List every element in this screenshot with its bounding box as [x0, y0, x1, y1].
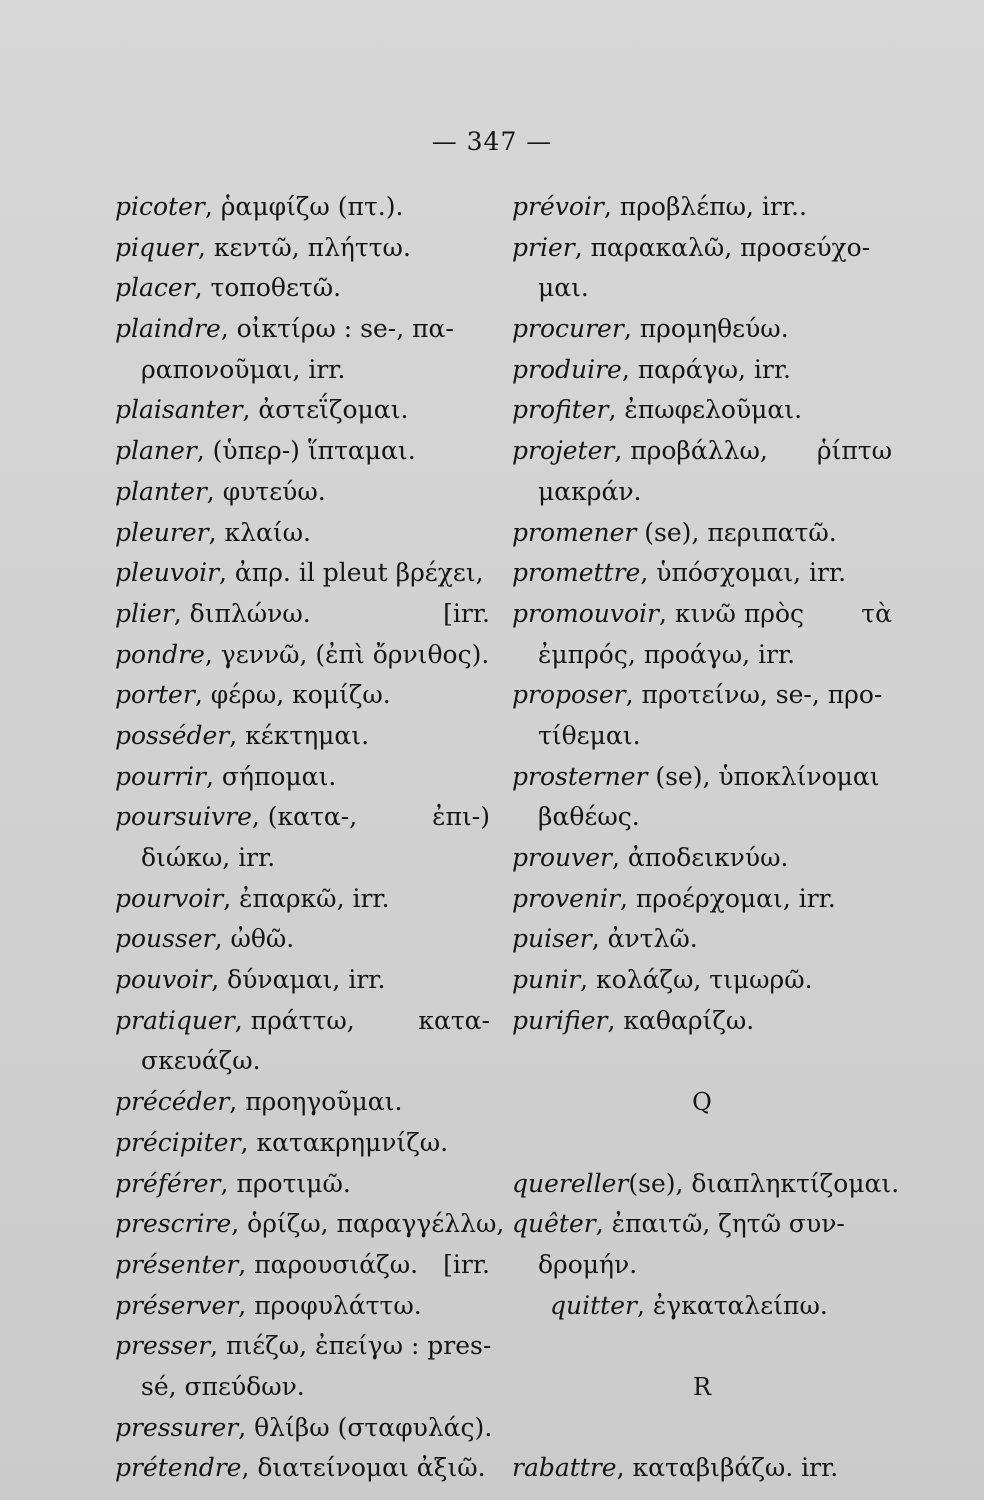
dictionary-entry: [512, 838, 892, 879]
entry-continuation: sé, σπεύδων.: [141, 1371, 305, 1401]
dictionary-entry: [115, 553, 490, 594]
entry-translation: , σήπομαι.: [206, 761, 337, 791]
entry-continuation: τίθεμαι.: [538, 720, 641, 750]
entry-headword: plaindre: [115, 314, 221, 344]
entry-main: [115, 884, 390, 913]
entry-headword: promener: [512, 517, 637, 547]
entry-translation: , ὑπόσχομαι, irr.: [640, 558, 847, 588]
entry-headword: planer: [115, 436, 197, 466]
entry-translation: , κεντῶ, πλήττω.: [197, 232, 411, 262]
entry-main: [115, 1209, 504, 1238]
dictionary-entry: [115, 390, 490, 431]
entry-translation: , ἀπρ. il pleut βρέχει,: [219, 558, 484, 588]
entry-headword: profiter: [512, 395, 609, 425]
dictionary-entry: [115, 1326, 490, 1367]
entry-translation: , διπλώνω.: [173, 598, 311, 628]
entry-main: [115, 436, 416, 465]
entry-headword: projeter: [512, 436, 615, 466]
dictionary-entry: [512, 390, 892, 431]
entry-main: [115, 1331, 491, 1360]
entry-headword: quêter: [512, 1209, 596, 1239]
entry-headword: picoter: [115, 192, 205, 221]
right-column: [512, 187, 900, 1489]
entry-main: [115, 762, 336, 791]
entry-main: [115, 965, 385, 994]
entry-main: [512, 594, 804, 635]
entry-headword: quitter: [550, 1290, 637, 1320]
dictionary-entry: [115, 716, 490, 757]
entry-main: [115, 1453, 486, 1482]
entry-main: [115, 721, 369, 750]
entry-main: [512, 680, 882, 709]
entry-translation: , παράγω, irr.: [621, 354, 791, 384]
dictionary-entry: [115, 268, 490, 309]
dictionary-entry: [512, 1448, 892, 1489]
entry-main: [115, 1001, 355, 1042]
dictionary-entry: [115, 513, 490, 554]
entry-translation: , φυτεύω.: [206, 476, 326, 506]
entry-main: [115, 594, 311, 635]
entry-headword: pousser: [115, 924, 215, 954]
entry-continuation: μακράν.: [538, 476, 642, 506]
entry-continuation: δρομήν.: [538, 1249, 638, 1279]
entry-continuation: βαθέως.: [538, 802, 640, 832]
entry-main: [512, 558, 846, 587]
entry-headword: prosterner: [512, 761, 648, 791]
dictionary-entry: [115, 919, 490, 960]
entry-translation: , παρουσιάζω.: [238, 1249, 419, 1279]
dictionary-entry: [115, 757, 490, 798]
entry-main: [512, 395, 802, 424]
entry-main: [115, 314, 454, 343]
entry-main: [512, 924, 698, 953]
page-number: — 347 —: [431, 127, 553, 156]
entry-right-fragment: [irr.: [443, 598, 490, 628]
entry-headword: plaisanter: [115, 395, 243, 425]
entry-main: [512, 1453, 838, 1482]
dictionary-entry: [512, 350, 892, 391]
entry-headword: pourrir: [115, 761, 207, 791]
entry-translation: , κατακρημνίζω.: [240, 1127, 449, 1157]
entry-main: [115, 477, 326, 506]
entry-translation: , φέρω, κομίζω.: [194, 680, 391, 710]
entry-headword: prouver: [512, 843, 612, 872]
entry-translation: , κινῶ πρὸς: [659, 598, 805, 628]
entry-translation: , κολάζω, τιμωρῶ.: [580, 965, 813, 995]
entry-main: [115, 640, 489, 669]
entry-headword: pouvoir: [115, 965, 212, 995]
entry-right-fragment: κατα-: [418, 1005, 490, 1035]
entry-headword: presser: [115, 1331, 211, 1361]
dictionary-entry: [115, 1204, 505, 1245]
entry-translation: , γεννῶ, (ἐπὶ ὄρνιθος).: [204, 639, 490, 669]
entry-continuation: μαι.: [538, 273, 589, 303]
entry-translation: , ὠθῶ.: [214, 924, 295, 954]
dictionary-entry: [115, 1448, 490, 1489]
entry-translation: , κέκτημαι.: [229, 720, 370, 750]
entry-translation: , προβλέπω, irr..: [603, 192, 807, 221]
entry-main: [115, 518, 311, 547]
entry-main: [512, 884, 836, 913]
entry-headword: piquer: [115, 232, 198, 262]
dictionary-entry: [115, 1286, 490, 1327]
left-column: [115, 187, 505, 1489]
entry-main: [512, 431, 768, 472]
entry-main: [115, 797, 357, 838]
entry-headword: présenter: [115, 1249, 239, 1279]
entry-headword: provenir: [512, 883, 620, 913]
entry-main: [115, 192, 403, 221]
entry-main: [115, 233, 411, 262]
entry-translation: (se), ὑποκλίνομαι: [647, 761, 880, 791]
entry-translation: , προμηθεύω.: [623, 314, 789, 344]
entry-headword: plier: [115, 598, 174, 628]
entry-headword: planter: [115, 476, 207, 506]
dictionary-entry: [512, 187, 892, 228]
entry-headword: préserver: [115, 1290, 239, 1320]
entry-main: [115, 1245, 418, 1286]
entry-headword: préférer: [115, 1168, 221, 1198]
entry-headword: rabattre: [512, 1453, 617, 1483]
entry-main: [512, 518, 837, 547]
dictionary-entry: [115, 1164, 490, 1205]
entry-main: [115, 1169, 351, 1198]
entry-main: [512, 762, 880, 791]
entry-headword: pratiquer: [115, 1005, 235, 1035]
letter-section-heading: Q: [692, 1088, 712, 1117]
entry-main: [512, 233, 870, 262]
entry-headword: punir: [512, 965, 581, 995]
entry-main: [115, 558, 484, 587]
dictionary-entry: [115, 309, 490, 350]
entry-translation: , ἀποδεικνύω.: [611, 843, 789, 872]
dictionary-entry: [115, 431, 490, 472]
dictionary-entry: [512, 594, 892, 635]
entry-headword: puiser: [512, 924, 592, 954]
entry-headword: purifier: [512, 1005, 608, 1035]
entry-headword: pondre: [115, 639, 205, 669]
entry-translation: , προφυλάττω.: [238, 1290, 422, 1320]
dictionary-entry: [115, 594, 490, 635]
section-gap: [512, 1326, 892, 1367]
entry-translation: , ἀντλῶ.: [591, 924, 698, 954]
dictionary-entry: [512, 553, 892, 594]
dictionary-entry: [115, 879, 490, 920]
entry-main: [115, 680, 391, 709]
entry-translation: , τοποθετῶ.: [194, 273, 342, 303]
dictionary-entry: [512, 919, 892, 960]
entry-headword: pressurer: [115, 1412, 239, 1442]
entry-translation: , κλαίω.: [208, 517, 311, 547]
entry-main: [115, 924, 294, 953]
entry-main: [550, 1291, 828, 1320]
entry-main: [512, 1209, 845, 1238]
entry-translation: , θλίβω (σταφυλάς).: [238, 1412, 493, 1442]
entry-continuation: ραπονοῦμαι, irr.: [141, 354, 346, 384]
entry-headword: prier: [512, 232, 575, 262]
entry-main: [115, 1128, 448, 1157]
entry-translation: , καθαρίζω.: [607, 1005, 755, 1035]
entry-translation: , προβάλλω,: [614, 436, 768, 466]
entry-right-fragment: [irr.: [443, 1249, 490, 1279]
entry-headword: précéder: [115, 1087, 230, 1117]
entry-headword: placer: [115, 273, 195, 303]
entry-headword: promouvoir: [512, 598, 659, 628]
entry-right-fragment: τὰ: [861, 598, 892, 628]
dictionary-entry: [115, 1245, 490, 1286]
dictionary-entry: [115, 635, 490, 676]
dictionary-entry: [512, 228, 892, 269]
entry-translation: , ὁρίζω, παραγγέλλω,: [231, 1209, 505, 1239]
entry-continuation: σκευάζω.: [141, 1046, 261, 1076]
entry-main: [115, 1413, 492, 1442]
dictionary-entry: [512, 675, 892, 716]
entry-headword: précipiter: [115, 1127, 241, 1157]
entry-translation: , παρακαλῶ, προσεύχο-: [574, 232, 871, 262]
dictionary-entry: [115, 1001, 490, 1042]
entry-headword: pourvoir: [115, 883, 224, 913]
entry-headword: porter: [115, 680, 195, 710]
entry-headword: proposer: [512, 680, 626, 710]
section-gap: [512, 1041, 892, 1082]
section-gap: [512, 1408, 892, 1449]
entry-main: [512, 1169, 899, 1198]
dictionary-entry: [115, 960, 490, 1001]
dictionary-entry: [115, 228, 490, 269]
entry-headword: produire: [512, 354, 622, 384]
entry-translation: , ἀστεΐζομαι.: [242, 395, 409, 425]
entry-translation: , πιέζω, ἐπείγω : pres-: [210, 1331, 492, 1361]
dictionary-entry: [115, 675, 490, 716]
entry-main: [512, 192, 807, 221]
dictionary-entry: [512, 960, 892, 1001]
entry-right-fragment: ἐπι-): [432, 802, 490, 832]
dictionary-entry: [512, 879, 892, 920]
entry-headword: quereller: [512, 1168, 629, 1198]
entry-translation: , (κατα-,: [251, 802, 358, 832]
entry-headword: pleuvoir: [115, 558, 220, 588]
letter-section-heading: R: [692, 1372, 712, 1401]
entry-translation: , ἐπαιτῶ, ζητῶ συν-: [595, 1209, 845, 1239]
entry-main: [115, 395, 408, 424]
entry-translation: , (ὑπερ-) ἵπταμαι.: [196, 436, 416, 466]
entry-main: [115, 1087, 402, 1116]
entry-translation: , διατείνομαι ἀξιῶ.: [241, 1453, 486, 1483]
entry-translation: , καταβιβάζω. irr.: [616, 1453, 839, 1483]
entry-translation: (se), διαπληκτίζομαι.: [628, 1168, 900, 1198]
entry-main: [512, 1006, 754, 1035]
entry-translation: , ἐγκαταλείπω.: [636, 1290, 828, 1320]
entry-translation: , ῥαμφίζω (πτ.).: [204, 192, 404, 221]
dictionary-entry: [115, 797, 490, 838]
dictionary-entry: [512, 1204, 892, 1245]
dictionary-entry: [115, 187, 490, 228]
entry-main: [115, 273, 341, 302]
entry-headword: procurer: [512, 314, 624, 344]
entry-translation: , πράττω,: [234, 1005, 355, 1035]
dictionary-entry: [115, 1123, 490, 1164]
entry-right-fragment: ῥίπτω: [816, 436, 892, 466]
entry-translation: , προέρχομαι, irr.: [619, 883, 836, 913]
entry-translation: , προτείνω, se-, προ-: [625, 680, 883, 710]
entry-translation: , ἐπωφελοῦμαι.: [608, 395, 803, 425]
dictionary-entry: [512, 1286, 892, 1327]
entry-headword: pleurer: [115, 517, 209, 547]
entry-main: [512, 843, 788, 872]
dictionary-entry: [512, 309, 892, 350]
entry-translation: , οἰκτίρω : se-, πα-: [220, 314, 454, 344]
entry-headword: prescrire: [115, 1209, 232, 1239]
dictionary-entry: [512, 431, 892, 472]
entry-translation: (se), περιπατῶ.: [636, 517, 837, 547]
dictionary-entry: [512, 1001, 892, 1042]
entry-continuation: ἐμπρός, προάγω, irr.: [538, 639, 796, 669]
dictionary-entry: [115, 1082, 490, 1123]
entry-headword: posséder: [115, 720, 230, 750]
entry-translation: , προηγοῦμαι.: [229, 1087, 403, 1117]
entry-main: [512, 965, 813, 994]
dictionary-entry: [115, 1408, 493, 1449]
entry-main: [115, 1291, 422, 1320]
entry-main: [512, 314, 789, 343]
entry-main: [512, 355, 791, 384]
entry-headword: prévoir: [512, 192, 604, 221]
entry-headword: promettre: [512, 558, 641, 588]
entry-translation: , προτιμῶ.: [220, 1168, 351, 1198]
entry-headword: prétendre: [115, 1453, 242, 1483]
dictionary-entry: [512, 513, 892, 554]
dictionary-entry: [512, 1164, 900, 1205]
entry-translation: , ἐπαρκῶ, irr.: [223, 883, 390, 913]
dictionary-entry: [115, 472, 490, 513]
dictionary-entry: [512, 757, 892, 798]
entry-translation: , δύναμαι, irr.: [211, 965, 386, 995]
entry-continuation: διώκω, irr.: [141, 843, 276, 872]
entry-headword: poursuivre: [115, 802, 252, 832]
section-gap: [512, 1123, 892, 1164]
